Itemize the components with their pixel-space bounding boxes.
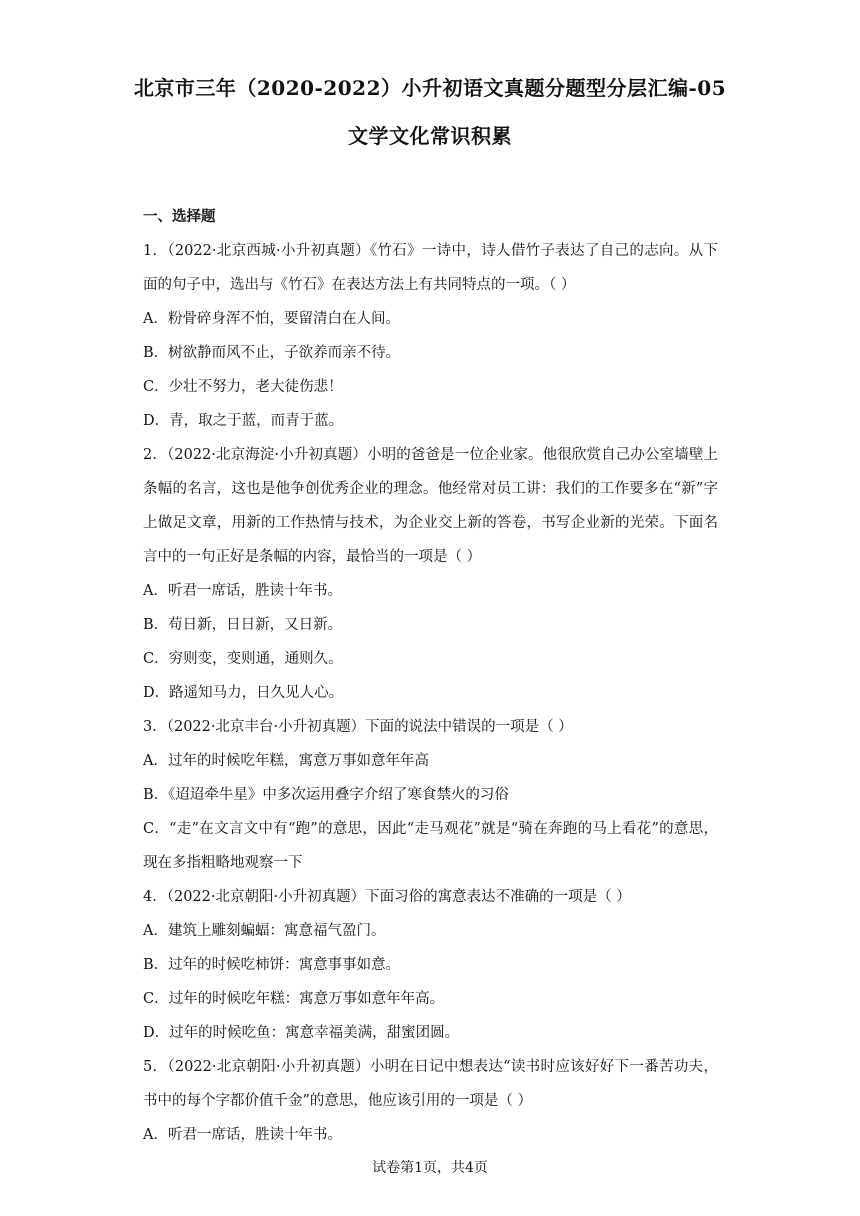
question-1-text: 1．（2022·北京西城·小升初真题）《竹石》一诗中，诗人借竹子表达了自己的志向。从下面的句子中，选出与《竹石》在表达方法上有共同特点的一项。（ ） <box>143 243 718 293</box>
question-2-text: 2．（2022·北京海淀·小升初真题）小明的爸爸是一位企业家。他很欣赏自己办公室墙壁上条幅的名言，这也是他争创优秀企业的理念。他经常对员工讲：我们的工作要多在“新”字上做足文章，用新的工作热情与技术，为企业交上新的答卷，书写企业新的光荣。下面名言中的一句正好是条幅的内容，最恰当的一项是（ ） <box>143 447 718 565</box>
page-footer: 试卷第1页，共4页 <box>372 1160 488 1176</box>
document-title-line2: 文学文化常识积累 <box>348 124 512 148</box>
question-3-option-a: A．过年的时候吃年糕，寓意万事如意年年高 <box>143 753 429 769</box>
question-4-option-d: D．过年的时候吃鱼：寓意幸福美满，甜蜜团圆。 <box>143 1025 460 1041</box>
question-5-text: 5．（2022·北京朝阳·小升初真题）小明在日记中想表达“读书时应该好好下一番苦功夫，书中的每个字都价值千金”的意思，他应该引用的一项是（ ） <box>143 1059 718 1109</box>
section-heading: 一、选择题 <box>143 208 216 225</box>
question-4-option-c: C．过年的时候吃年糕：寓意万事如意年年高。 <box>143 991 445 1007</box>
question-5-option-a: A．听君一席话，胜读十年书。 <box>143 1127 342 1143</box>
question-4-option-b: B．过年的时候吃柿饼：寓意事事如意。 <box>143 957 401 973</box>
question-1-option-d: D．青，取之于蓝，而青于蓝。 <box>143 413 344 429</box>
question-4-option-a: A．建筑上雕刻蝙蝠：寓意福气盈门。 <box>143 923 386 939</box>
question-3-option-b: B．《迢迢牵牛星》中多次运用叠字介绍了寒食禁火的习俗 <box>143 787 509 803</box>
document-title-line1: 北京市三年（2020-2022）小升初语文真题分题型分层汇编-05 <box>133 76 727 100</box>
question-2-option-a: A．听君一席话，胜读十年书。 <box>143 583 342 599</box>
question-1-option-a: A．粉骨碎身浑不怕，要留清白在人间。 <box>143 311 400 327</box>
question-4-text: 4．（2022·北京朝阳·小升初真题）下面习俗的寓意表达不准确的一项是（ ） <box>143 889 631 905</box>
question-list <box>143 200 718 1152</box>
question-2-option-c: C．穷则变，变则通，通则久。 <box>143 651 343 667</box>
question-1-option-c: C．少壮不努力，老大徒伤悲！ <box>143 379 343 395</box>
question-2-option-d: D．路遥知马力，日久见人心。 <box>143 685 344 701</box>
question-2-option-b: B．苟日新，日日新，又日新。 <box>143 617 343 633</box>
question-1-option-b: B．树欲静而风不止，子欲养而亲不待。 <box>143 345 401 361</box>
question-3-text: 3．（2022·北京丰台·小升初真题）下面的说法中错误的一项是（ ） <box>143 719 573 735</box>
question-3-option-c: C．“走”在文言文中有“跑”的意思，因此“走马观花”就是“骑在奔跑的马上看花”的意思，现在多指粗略地观察一下 <box>143 821 718 871</box>
